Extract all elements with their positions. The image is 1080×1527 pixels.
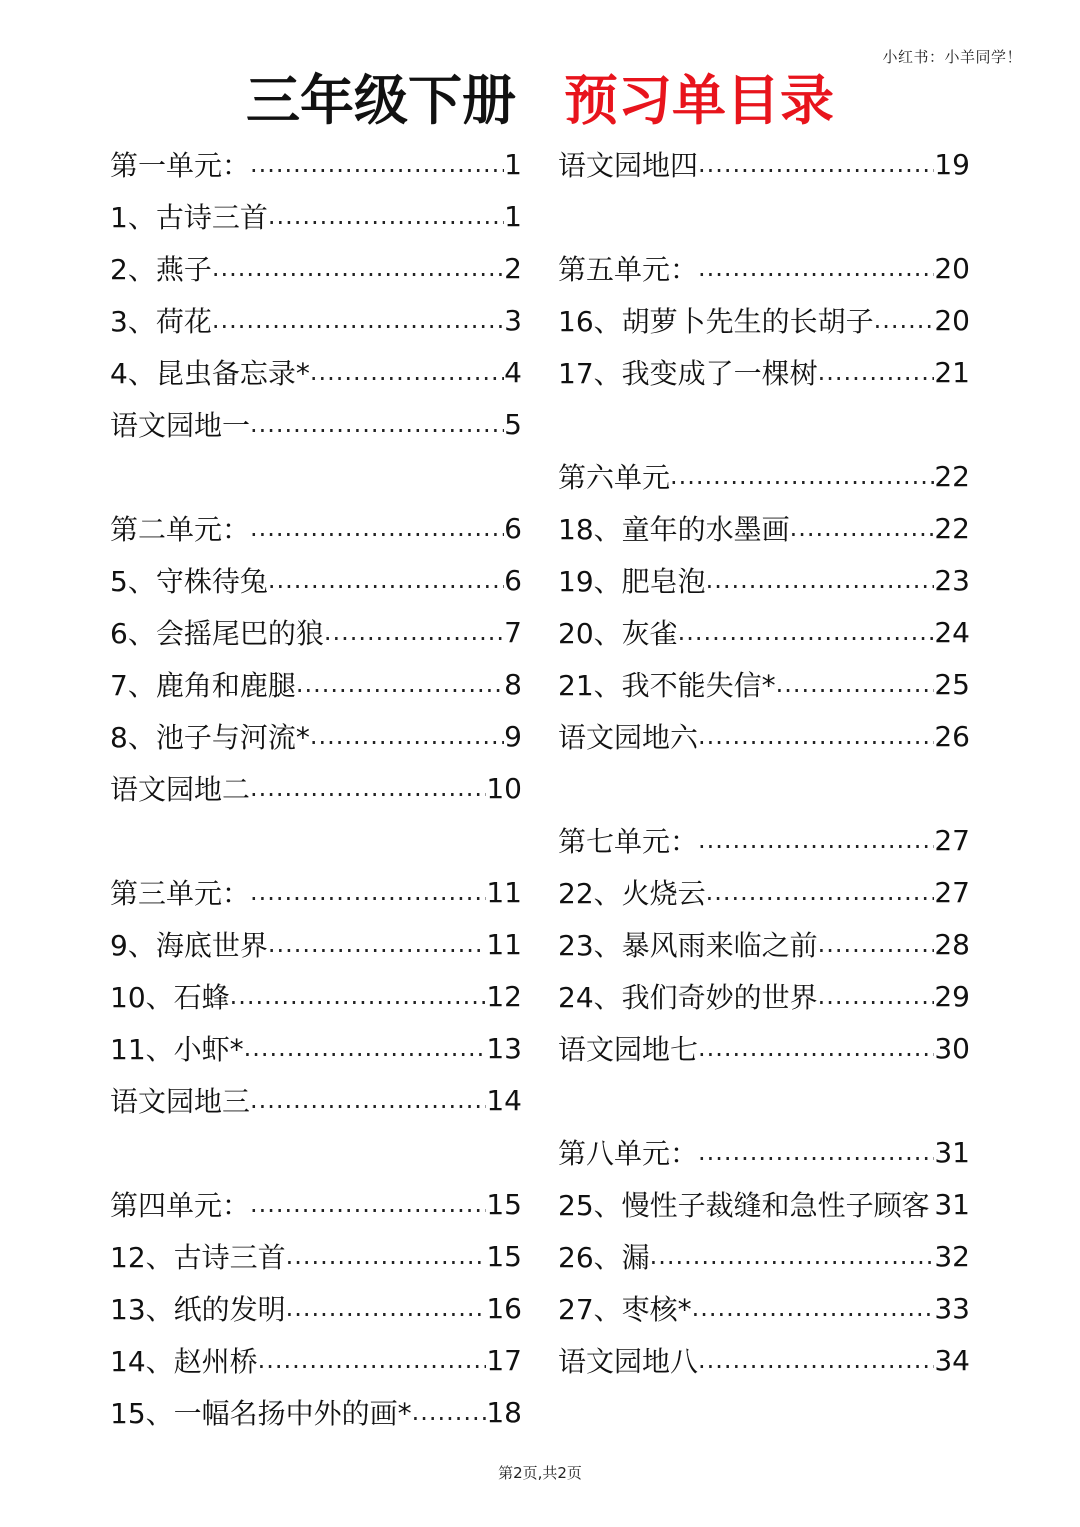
toc-entry-label: 第四单元： [110,1189,251,1222]
toc-entry-label: 22、火烧云 [558,877,706,910]
toc-entry-label: 21、我不能失信* [558,669,776,702]
toc-entry-page-number: 2 [504,251,522,285]
toc-entry-label: 8、池子与河流* [110,721,310,754]
toc-left-column [110,138,522,1438]
toc-entry-label: 18、童年的水墨画 [558,513,790,546]
toc-entry[interactable] [558,918,970,970]
toc-entry-label: 16、胡萝卜先生的长胡子 [558,305,874,338]
toc-entry-label: 23、暴风雨来临之前 [558,929,818,962]
toc-leader-dots [670,462,934,502]
toc-leader-dots [692,1294,935,1334]
toc-entry[interactable] [558,606,970,658]
toc-spacer [558,1074,970,1126]
toc-entry-page-number: 24 [934,615,970,649]
toc-entry[interactable] [558,1022,970,1074]
toc-leader-dots [250,878,486,918]
toc-entry-label: 第六单元 [558,461,671,494]
toc-entry-page-number: 26 [934,719,970,753]
toc-entry-label: 语文园地一 [110,409,251,442]
toc-entry-label: 语文园地六 [558,721,699,754]
toc-entry[interactable] [558,242,970,294]
toc-entry[interactable] [558,1282,970,1334]
toc-entry-page-number: 6 [504,511,522,545]
toc-leader-dots [230,982,487,1022]
toc-entry-label: 14、赵州桥 [110,1345,258,1378]
toc-spacer [110,1126,522,1178]
toc-leader-dots [212,306,504,346]
toc-leader-dots [790,514,935,554]
toc-leader-dots [268,930,487,970]
toc-entry[interactable] [110,554,522,606]
toc-entry[interactable] [558,502,970,554]
toc-entry-label: 11、小虾* [110,1033,244,1066]
toc-entry-page-number: 13 [486,1031,522,1065]
toc-entry-page-number: 8 [504,667,522,701]
toc-leader-dots [250,410,504,450]
toc-entry-page-number: 31 [934,1135,970,1169]
toc-entry-label: 19、肥皂泡 [558,565,706,598]
toc-entry[interactable] [110,1230,522,1282]
toc-entry-label: 第七单元： [558,825,699,858]
toc-entry-page-number: 11 [486,875,522,909]
toc-entry-page-number: 14 [486,1083,522,1117]
toc-entry-label: 6、会摇尾巴的狼 [110,617,324,650]
toc-entry-page-number: 5 [504,407,522,441]
toc-entry[interactable] [110,710,522,762]
toc-entry-label: 7、鹿角和鹿腿 [110,669,296,702]
toc-spacer [558,762,970,814]
toc-entry-page-number: 6 [504,563,522,597]
toc-entry-label: 4、昆虫备忘录* [110,357,310,390]
toc-entry-page-number: 1 [504,147,522,181]
toc-entry-label: 第三单元： [110,877,251,910]
toc-leader-dots [286,1242,487,1282]
toc-leader-dots [268,566,504,606]
toc-entry[interactable] [558,1178,970,1230]
toc-entry-page-number: 28 [934,927,970,961]
toc-leader-dots [874,306,935,346]
toc-entry[interactable] [110,138,522,190]
toc-entry-label: 27、枣核* [558,1293,692,1326]
toc-leader-dots [698,1138,934,1178]
toc-entry-label: 25、慢性子裁缝和急性子顾客 [558,1189,930,1222]
toc-entry-page-number: 9 [504,719,522,753]
toc-entry-page-number: 27 [934,875,970,909]
toc-entry-label: 20、灰雀 [558,617,678,650]
toc-leader-dots [250,1190,486,1230]
toc-entry-label: 3、荷花 [110,305,212,338]
toc-entry-label: 语文园地四 [558,149,699,182]
toc-entry-page-number: 31 [934,1187,970,1221]
toc-entry[interactable] [558,450,970,502]
toc-entry-page-number: 32 [934,1239,970,1273]
toc-entry[interactable] [110,658,522,710]
toc-entry-label: 语文园地八 [558,1345,699,1378]
toc-entry-page-number: 29 [934,979,970,1013]
toc-entry-label: 9、海底世界 [110,929,268,962]
toc-spacer [558,398,970,450]
toc-entry-page-number: 10 [486,771,522,805]
toc-entry-label: 第一单元： [110,149,251,182]
toc-leader-dots [250,514,504,554]
toc-entry-label: 第八单元： [558,1137,699,1170]
toc-entry-label: 15、一幅名扬中外的画* [110,1397,412,1430]
toc-leader-dots [296,670,504,710]
toc-leader-dots [706,878,935,918]
toc-entry-label: 第二单元： [110,513,251,546]
toc-leader-dots [698,1034,934,1074]
toc-leader-dots [310,722,504,762]
toc-entry-label: 语文园地七 [558,1033,699,1066]
toc-entry-page-number: 12 [486,979,522,1013]
toc-leader-dots [250,774,486,814]
toc-leader-dots [650,1242,935,1282]
watermark-text: 小红书：小羊同学！ [882,48,1022,66]
toc-entry[interactable] [110,1282,522,1334]
toc-leader-dots [698,254,934,294]
toc-entry[interactable] [110,866,522,918]
toc-entry[interactable] [558,658,970,710]
toc-leader-dots [678,618,935,658]
toc-entry-page-number: 1 [504,199,522,233]
toc-entry-page-number: 27 [934,823,970,857]
toc-entry[interactable] [110,1022,522,1074]
toc-spacer [110,450,522,502]
toc-entry[interactable] [558,866,970,918]
toc-entry[interactable] [110,970,522,1022]
toc-entry-page-number: 11 [486,927,522,961]
toc-entry[interactable] [110,294,522,346]
toc-entry-label: 第五单元： [558,253,699,286]
toc-entry[interactable] [110,398,522,450]
toc-entry-page-number: 20 [934,303,970,337]
toc-entry[interactable] [110,502,522,554]
toc-entry-page-number: 7 [504,615,522,649]
toc-entry-label: 13、纸的发明 [110,1293,286,1326]
toc-leader-dots [258,1346,487,1386]
toc-leader-dots [268,202,504,242]
toc-entry-label: 12、古诗三首 [110,1241,286,1274]
toc-entry-page-number: 17 [486,1343,522,1377]
toc-entry-page-number: 15 [486,1187,522,1221]
toc-entry[interactable] [558,294,970,346]
toc-entry-label: 语文园地二 [110,773,251,806]
toc-leader-dots [310,358,504,398]
toc-leader-dots [698,150,934,190]
toc-entry[interactable] [558,138,970,190]
toc-entry[interactable] [558,970,970,1022]
toc-leader-dots [698,826,934,866]
toc-entry-label: 5、守株待兔 [110,565,268,598]
toc-leader-dots [698,1346,934,1386]
toc-entry-page-number: 15 [486,1239,522,1273]
toc-entry[interactable] [558,710,970,762]
toc-entry[interactable] [110,190,522,242]
toc-entry-label: 17、我变成了一棵树 [558,357,818,390]
page-title [0,66,1080,136]
toc-entry-label: 10、石蜂 [110,981,230,1014]
toc-entry-page-number: 34 [934,1343,970,1377]
title-toc: 预习单目录 [564,69,834,132]
toc-entry-page-number: 25 [934,667,970,701]
toc-entry-label: 24、我们奇妙的世界 [558,981,818,1014]
title-grade: 三年级下册 [246,69,516,132]
toc-leader-dots [706,566,935,606]
toc-leader-dots [818,982,935,1022]
toc-entry[interactable] [558,346,970,398]
toc-entry[interactable] [558,554,970,606]
toc-entry[interactable] [558,1126,970,1178]
toc-right-column [558,138,970,1386]
toc-leader-dots [286,1294,487,1334]
toc-entry-page-number: 19 [934,147,970,181]
toc-entry[interactable] [110,1386,522,1438]
toc-entry-label: 1、古诗三首 [110,201,268,234]
toc-entry[interactable] [110,918,522,970]
toc-entry[interactable] [558,1334,970,1386]
page-footer: 第2页,共2页 [498,1464,582,1482]
toc-entry-page-number: 3 [504,303,522,337]
toc-entry-page-number: 33 [934,1291,970,1325]
toc-leader-dots [212,254,504,294]
toc-entry-page-number: 30 [934,1031,970,1065]
toc-entry[interactable] [110,1074,522,1126]
toc-leader-dots [412,1398,487,1438]
toc-spacer [558,190,970,242]
toc-entry-label: 26、漏 [558,1241,650,1274]
toc-entry-page-number: 22 [934,511,970,545]
toc-entry-label: 语文园地三 [110,1085,251,1118]
toc-entry[interactable] [110,346,522,398]
toc-entry-page-number: 18 [486,1395,522,1429]
toc-entry[interactable] [110,242,522,294]
toc-leader-dots [818,358,935,398]
toc-entry[interactable] [110,762,522,814]
toc-entry[interactable] [110,606,522,658]
toc-entry[interactable] [110,1334,522,1386]
toc-leader-dots [776,670,935,710]
toc-leader-dots [250,1086,486,1126]
toc-entry-page-number: 22 [934,459,970,493]
toc-spacer [110,814,522,866]
toc-entry-page-number: 4 [504,355,522,389]
toc-entry-page-number: 16 [486,1291,522,1325]
toc-entry-page-number: 20 [934,251,970,285]
toc-leader-dots [698,722,934,762]
toc-entry[interactable] [110,1178,522,1230]
toc-entry-label: 2、燕子 [110,253,212,286]
toc-leader-dots [250,150,504,190]
toc-leader-dots [324,618,504,658]
toc-leader-dots [244,1034,487,1074]
toc-entry[interactable] [558,1230,970,1282]
toc-entry[interactable] [558,814,970,866]
toc-entry-page-number: 23 [934,563,970,597]
toc-entry-page-number: 21 [934,355,970,389]
toc-leader-dots [818,930,935,970]
